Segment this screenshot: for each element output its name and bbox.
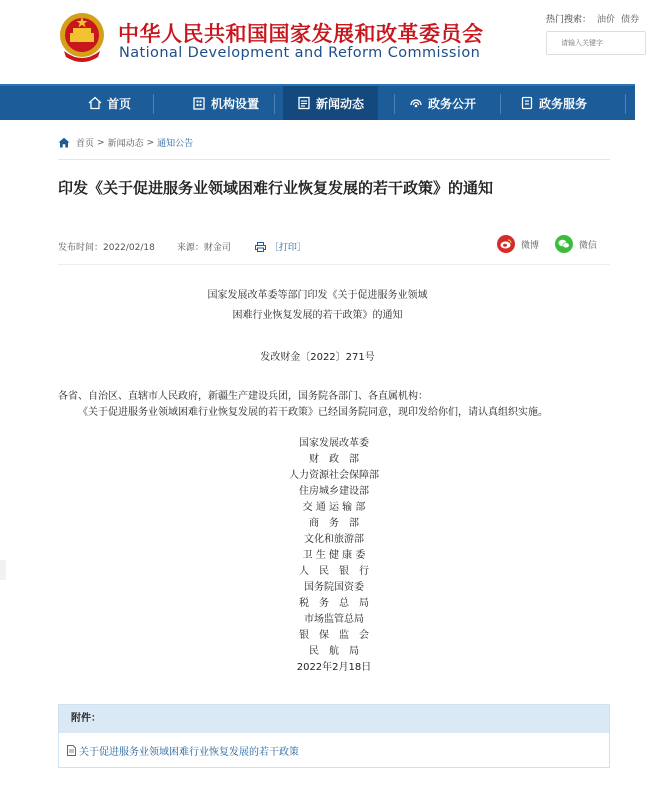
hot-search-label: 热门搜索： <box>546 15 592 25</box>
hot-search-item[interactable]: 债券 <box>621 15 640 25</box>
recipients-text: 各省、自治区、直辖市人民政府，新疆生产建设兵团，国务院各部门、各直属机构： <box>58 391 428 402</box>
nav-divider <box>500 94 501 114</box>
nav-item-organization[interactable] <box>192 86 259 120</box>
weibo-icon <box>497 235 515 253</box>
attachment-header: 附件： <box>59 705 609 733</box>
print-label: ［打印］ <box>269 243 306 253</box>
signatory: 商 务 部 <box>309 518 359 529</box>
nav-label: 政务公开 <box>428 96 477 111</box>
nav-label: 机构设置 <box>211 96 260 111</box>
nav-item-news[interactable] <box>283 86 378 120</box>
body-text: 《关于促进服务业领域困难行业恢复发展的若干政策》已经国务院同意，现印发给你们，请认真组织实施。 <box>78 407 548 418</box>
article-source: 来源：财金司 <box>176 243 231 253</box>
scroll-edge <box>0 560 6 580</box>
signature-date: 2022年2月18日 <box>296 662 372 673</box>
hot-search-item[interactable]: 油价 <box>597 15 616 25</box>
document-heading-line: 国家发展改革委等部门印发《关于促进服务业领域 <box>207 290 428 301</box>
article-title: 印发《关于促进服务业领域困难行业恢复发展的若干政策》的通知 <box>58 179 494 197</box>
document-heading-line: 困难行业恢复发展的若干政策》的通知 <box>232 310 403 321</box>
signatory: 银 保 监 会 <box>299 630 369 641</box>
wechat-icon <box>555 235 573 253</box>
file-icon <box>67 745 76 756</box>
share-label: 微信 <box>579 240 598 251</box>
nav-item-government-affairs[interactable] <box>409 86 476 120</box>
nav-item-home[interactable] <box>88 86 131 120</box>
nav-item-services[interactable] <box>520 86 587 120</box>
divider <box>58 159 610 160</box>
nav-divider <box>625 94 626 114</box>
attachment-file-label: 关于促进服务业领域困难行业恢复发展的若干政策 <box>79 746 299 758</box>
divider <box>58 264 610 265</box>
nav-divider <box>274 94 275 114</box>
signatory: 人力资源社会保障部 <box>289 470 379 481</box>
nav-divider <box>394 94 395 114</box>
print-button[interactable] <box>255 240 306 253</box>
breadcrumb-separator: > <box>146 137 155 148</box>
search-input[interactable] <box>546 31 646 55</box>
home-icon[interactable] <box>58 137 70 148</box>
signatory: 卫 生 健 康 委 <box>302 550 366 561</box>
breadcrumb-item-home[interactable]: 首页 <box>76 139 95 149</box>
nav-label: 首页 <box>107 96 132 111</box>
home-icon <box>88 96 102 110</box>
signatory: 财 政 部 <box>309 454 359 465</box>
breadcrumb <box>58 136 196 149</box>
national-emblem-icon[interactable] <box>58 11 106 63</box>
broadcast-icon <box>409 96 423 110</box>
signatory: 人 民 银 行 <box>299 566 369 577</box>
nav-label: 新闻动态 <box>316 96 365 111</box>
building-icon <box>192 96 206 110</box>
signatory: 民 航 局 <box>309 646 359 657</box>
publish-date: 发布时间：2022/02/18 <box>58 243 155 253</box>
document-number: 发改财金〔2022〕271号 <box>260 352 375 363</box>
signatory: 交 通 运 输 部 <box>302 502 366 513</box>
nav-label: 政务服务 <box>539 96 588 111</box>
printer-icon <box>255 242 266 252</box>
nav-divider <box>153 94 154 114</box>
breadcrumb-item-notices[interactable]: 通知公告 <box>157 139 194 149</box>
share-label: 微博 <box>521 240 540 251</box>
signatory: 市场监管总局 <box>304 614 364 625</box>
signatory: 国务院国资委 <box>304 582 364 593</box>
attachment-link[interactable] <box>59 733 609 767</box>
document-icon <box>520 96 534 110</box>
breadcrumb-item-news[interactable]: 新闻动态 <box>107 139 144 149</box>
attachment-box <box>58 704 610 768</box>
hot-search <box>546 12 645 25</box>
news-icon <box>297 96 311 110</box>
main-nav <box>0 84 635 120</box>
signatory: 税 务 总 局 <box>299 598 369 609</box>
site-title-en[interactable]: National Development and Reform Commission <box>119 45 481 61</box>
share-wechat-button[interactable] <box>555 235 597 253</box>
share-weibo-button[interactable] <box>497 235 539 253</box>
signatory: 住房城乡建设部 <box>299 486 369 497</box>
signatory: 国家发展改革委 <box>299 438 369 449</box>
signatory: 文化和旅游部 <box>304 534 364 545</box>
breadcrumb-separator: > <box>97 137 105 148</box>
article-meta <box>58 240 306 253</box>
site-title-cn[interactable]: 中华人民共和国国家发展和改革委员会 <box>118 22 484 46</box>
site-header <box>0 0 640 84</box>
